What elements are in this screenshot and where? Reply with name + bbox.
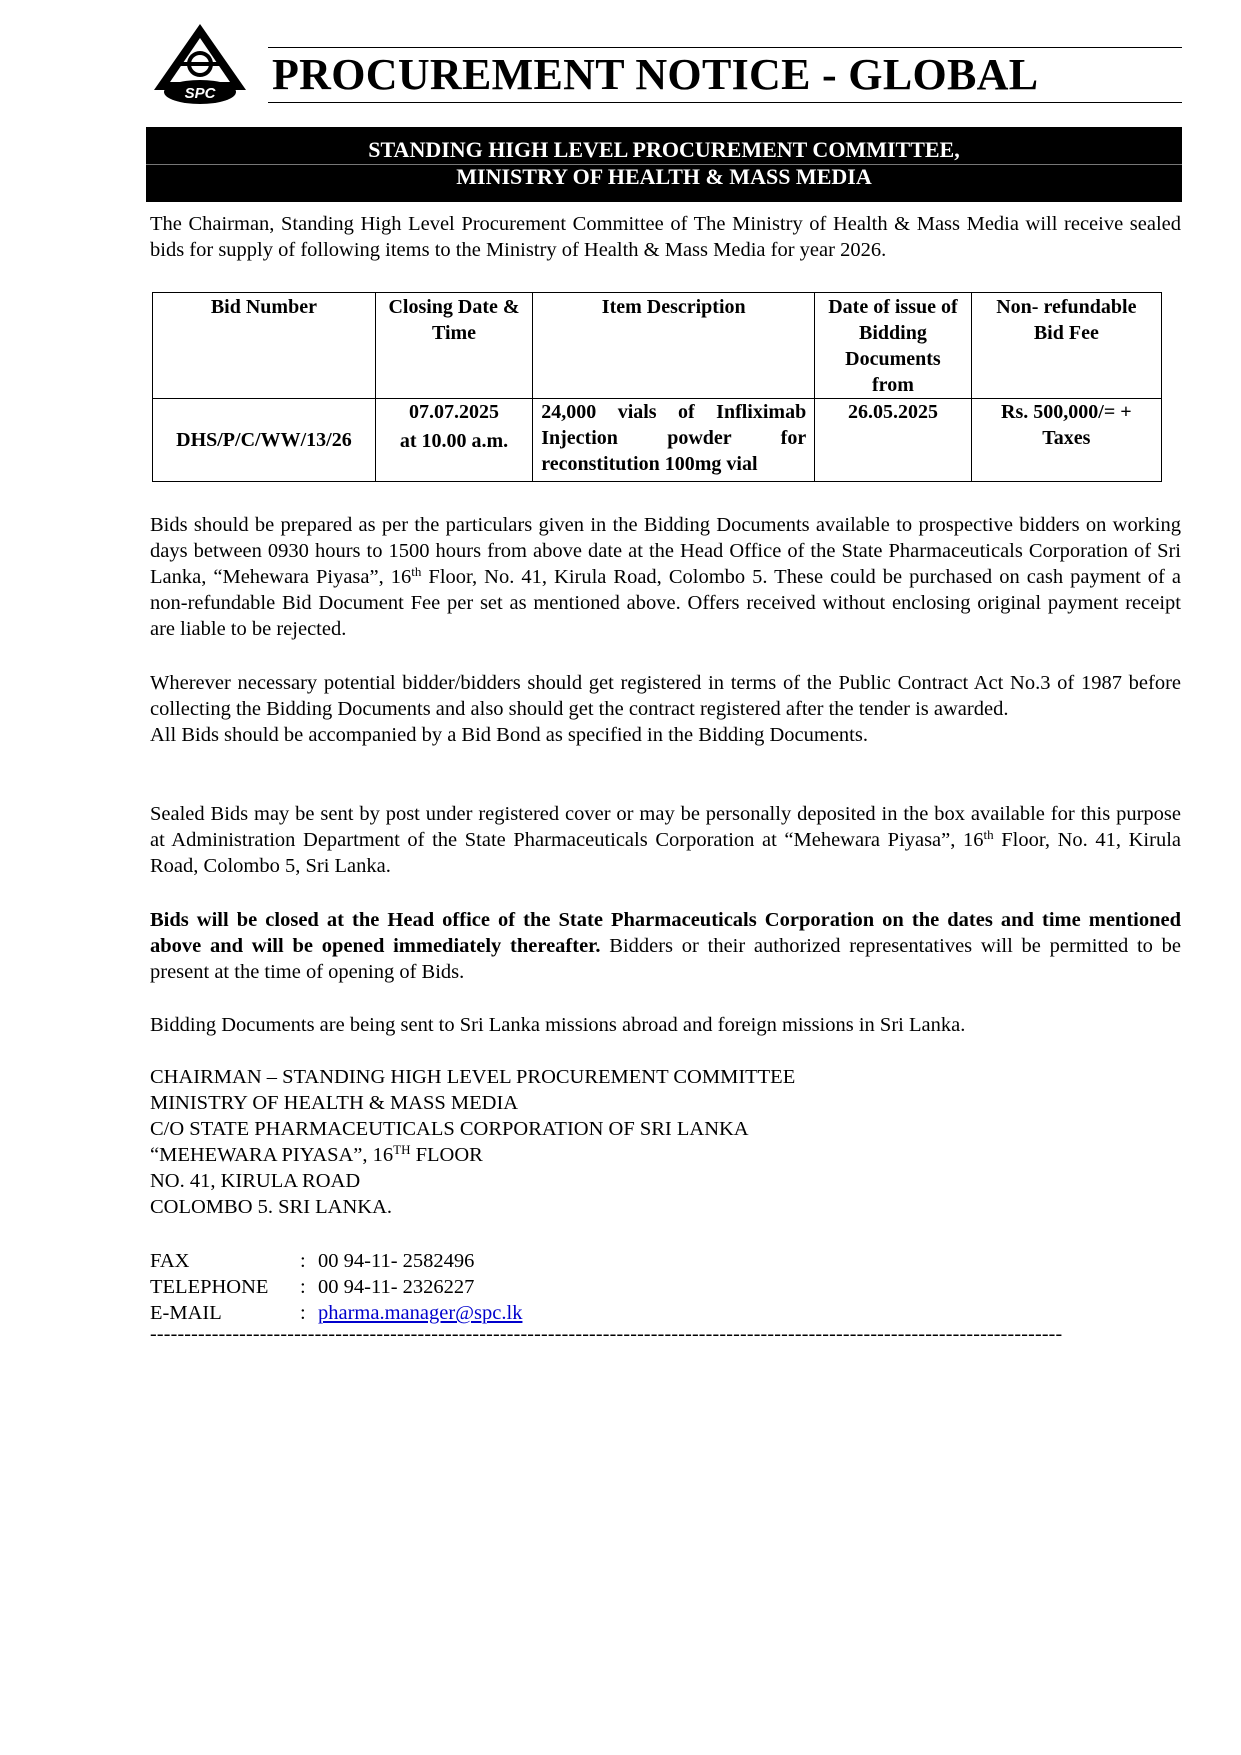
- spc-logo: [150, 20, 250, 104]
- email-separator: :: [300, 1302, 306, 1324]
- banner-line-2: MINISTRY OF HEALTH & MASS MEDIA: [456, 164, 872, 189]
- fax-label: FAX: [150, 1250, 190, 1272]
- para4-text-a: Sealed Bids may be sent by post under registered cover or may be personally deposited in the box available for this purpose at Administration Department of the State Pharmaceuticals Corporation at “Mehewara Piyasa”, 16: [150, 803, 1181, 851]
- table-header-row: [153, 293, 1162, 399]
- banner-line-1: STANDING HIGH LEVEL PROCUREMENT COMMITTEE,: [368, 137, 960, 162]
- address-line-6: COLOMBO 5. SRI LANKA.: [150, 1196, 393, 1218]
- header-item: Item Description: [533, 293, 815, 399]
- cell-fee: Rs. 500,000/= + Taxes: [971, 399, 1161, 482]
- cell-bid-number: DHS/P/C/WW/13/26: [153, 399, 376, 482]
- para1-text-a: Bids should be prepared as per the particulars given in the Bidding Documents available to prospective bidders on working days between 0930 hours to 1500 hours from above date at the Head Office of the State Pharmaceuticals Corporation of Sri Lanka, “Mehewara Piyasa”, 16: [150, 514, 1181, 588]
- para4-sup: th: [983, 827, 994, 842]
- footer-divider: -------------------------------------------------------------------------------------------------------------------------------------: [150, 1323, 1063, 1345]
- address-block: [150, 1064, 795, 1220]
- para5-bold: Bids will be closed at the Head office of the State Pharmaceuticals Corporation on the dates and time mentioned above and will be opened immediately thereafter.: [150, 909, 1181, 957]
- address-line-1: CHAIRMAN – STANDING HIGH LEVEL PROCUREMENT COMMITTEE: [150, 1066, 796, 1088]
- paragraph-closing: [150, 907, 1181, 985]
- cell-closing-date: 07.07.2025: [409, 401, 500, 423]
- header-closing: Closing Date & Time: [375, 293, 532, 399]
- paragraph-registration: [150, 670, 1181, 748]
- address-line-4: [150, 1142, 795, 1168]
- telephone-value: 00 94-11- 2326227: [318, 1276, 475, 1298]
- table-row: [153, 399, 1162, 482]
- committee-banner: [146, 127, 1182, 202]
- logo-text: SPC: [184, 85, 216, 102]
- banner-divider: [146, 164, 1182, 165]
- address-line-3: C/O STATE PHARMACEUTICALS CORPORATION OF SRI LANKA: [150, 1118, 749, 1140]
- email-label: E-MAIL: [150, 1302, 222, 1324]
- paragraph-submission: [150, 801, 1181, 879]
- para1-sup: th: [411, 564, 422, 579]
- para4-text-b: Floor, No. 41, Kirula Road, Colombo 5, Sri Lanka.: [150, 829, 1181, 877]
- contact-telephone: [150, 1274, 522, 1300]
- cell-issue-date: 26.05.2025: [815, 399, 971, 482]
- header-fee: Non- refundable Bid Fee: [971, 293, 1161, 399]
- address-line-4-sup: TH: [393, 1142, 411, 1157]
- cell-closing: [375, 399, 532, 482]
- para1-text-b: Floor, No. 41, Kirula Road, Colombo 5. These could be purchased on cash payment of a non-refundable Bid Document Fee per set as mentioned above. Offers received without enclosing original payment receipt are liable to be rejected.: [150, 566, 1181, 640]
- paragraph-missions: [150, 1012, 1181, 1038]
- address-line-4-a: “MEHEWARA PIYASA”, 16: [150, 1144, 394, 1166]
- intro-paragraph: [150, 211, 1181, 263]
- cell-closing-time: at 10.00 a.m.: [399, 430, 509, 452]
- header-bid-number: Bid Number: [153, 293, 376, 399]
- address-line-5: NO. 41, KIRULA ROAD: [150, 1170, 361, 1192]
- address-line-2: MINISTRY OF HEALTH & MASS MEDIA: [150, 1092, 519, 1114]
- email-link[interactable]: pharma.manager@spc.lk: [318, 1302, 523, 1324]
- telephone-separator: :: [300, 1276, 306, 1298]
- paragraph-bidding-documents: [150, 512, 1181, 642]
- page-title: PROCUREMENT NOTICE - GLOBAL: [272, 50, 1039, 99]
- fax-value: 00 94-11- 2582496: [318, 1250, 475, 1272]
- cell-item: 24,000 vials of Infliximab Injection powder for reconstitution 100mg vial: [533, 399, 815, 482]
- title-rule-bottom: [268, 102, 1182, 103]
- address-line-4-b: FLOOR: [410, 1144, 483, 1166]
- para2-text: Wherever necessary potential bidder/bidders should get registered in terms of the Public Contract Act No.3 of 1987 before collecting the Bidding Documents and also should get the contract registered after the tender is awarded.: [150, 672, 1181, 720]
- contact-block: [150, 1248, 522, 1326]
- fax-separator: :: [300, 1250, 306, 1272]
- para5-normal: Bidders or their authorized representatives will be permitted to be present at the time of opening of Bids.: [150, 935, 1181, 983]
- bids-table: [152, 292, 1162, 482]
- telephone-label: TELEPHONE: [150, 1276, 269, 1298]
- header-issue-date: Date of issue of Bidding Documents from: [815, 293, 971, 399]
- contact-fax: [150, 1248, 522, 1274]
- para6-text: Bidding Documents are being sent to Sri Lanka missions abroad and foreign missions in Sri Lanka.: [150, 1014, 966, 1036]
- intro-text: The Chairman, Standing High Level Procurement Committee of The Ministry of Health & Mass Media will receive sealed bids for supply of following items to the Ministry of Health & Mass Media for year 2026.: [150, 213, 1181, 261]
- para3-text: All Bids should be accompanied by a Bid Bond as specified in the Bidding Documents.: [150, 724, 868, 746]
